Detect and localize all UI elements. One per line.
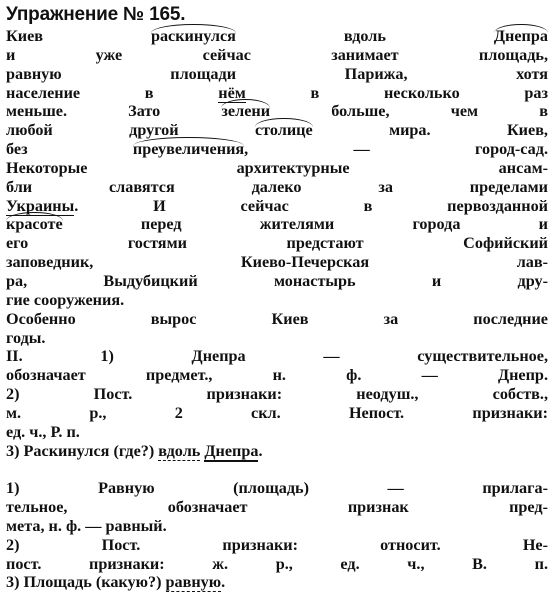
analysis-line: тельное, обозначает признак пред-	[6, 498, 548, 517]
text-line: его гостями предстают Софийский	[6, 234, 548, 253]
text-line	[6, 197, 548, 216]
text-line: гие сооружения.	[6, 290, 125, 309]
word: мира. Киев,	[312, 121, 548, 140]
exercise-text	[6, 27, 548, 592]
analysis-line	[6, 442, 548, 461]
word: без	[6, 140, 133, 159]
text-line	[6, 140, 548, 159]
double-underlined-word: Днепра	[204, 441, 259, 460]
word: . И сейчас в первозданной	[74, 196, 548, 215]
morpheme-marked-word: столице	[254, 121, 313, 140]
analysis-line	[6, 573, 548, 592]
analysis-line: мета, н. ф. — равный.	[6, 516, 167, 535]
word: любой другой	[6, 121, 255, 140]
text-line: заповедник, Киево-Печерская лав-	[6, 253, 548, 272]
exercise-title: Упражнение № 165.	[6, 4, 186, 25]
underlined-word: нём	[218, 83, 246, 102]
analysis-line: пост. признаки: ж. р., ед. ч., В. п.	[6, 554, 548, 573]
text-line: Особенно вырос Киев за последние	[6, 309, 548, 328]
analysis-line: м. р., 2 скл. Непост. признаки:	[6, 403, 548, 422]
dashed-underlined-word: равную	[165, 573, 222, 592]
text-line: Некоторые архитектурные ансам-	[6, 158, 548, 177]
word: .	[221, 573, 226, 592]
analysis-line: ед. ч., Р. п.	[6, 422, 80, 441]
morpheme-marked-word: зелени	[221, 102, 271, 121]
analysis-line: обозначает предмет., н. ф. — Днепр.	[6, 366, 548, 385]
text-line: годы.	[6, 328, 46, 347]
word: 3) Раскинулся (где?)	[6, 441, 159, 460]
spacer	[6, 460, 548, 479]
text-line: бли славятся далеко за пределами	[6, 177, 548, 196]
analysis-line: 1) Равную (площадь) — прилага-	[6, 479, 548, 498]
word: перед жителями города и	[62, 215, 548, 234]
analysis-line: 2) Пост. признаки: относит. Не-	[6, 535, 548, 554]
word: , — город-сад.	[244, 140, 548, 159]
morpheme-marked-word: Днепра	[493, 27, 548, 45]
word: вдоль	[235, 27, 494, 45]
underlined-word: Украины	[6, 196, 75, 215]
word: население в	[6, 83, 219, 102]
text-line	[6, 84, 548, 103]
morpheme-marked-word: красоте	[6, 215, 63, 234]
word: меньше. Зато	[6, 102, 222, 121]
text-line	[6, 121, 548, 140]
word: в несколько раз	[245, 83, 548, 102]
analysis-line: 2) Пост. признаки: неодуш., собств.,	[6, 385, 548, 404]
dashed-underlined-word: вдоль	[158, 441, 201, 460]
word: Киев	[6, 27, 151, 45]
text-line: равную площади Парижа, хотя	[6, 64, 548, 83]
word: больше, чем в	[270, 102, 548, 121]
text-line: и уже сейчас занимает площадь,	[6, 45, 548, 64]
text-line	[6, 27, 548, 46]
analysis-line: II. 1) Днепра — существительное,	[6, 347, 548, 366]
morpheme-marked-word: раскинулся	[150, 27, 236, 45]
morpheme-marked-word: преувеличения	[132, 140, 245, 159]
text-line: ра, Выдубицкий монастырь и дру-	[6, 271, 548, 290]
text-line	[6, 215, 548, 234]
word: .	[258, 441, 263, 460]
exercise-page	[6, 4, 548, 592]
word: 3) Площадь (какую?)	[6, 573, 166, 592]
